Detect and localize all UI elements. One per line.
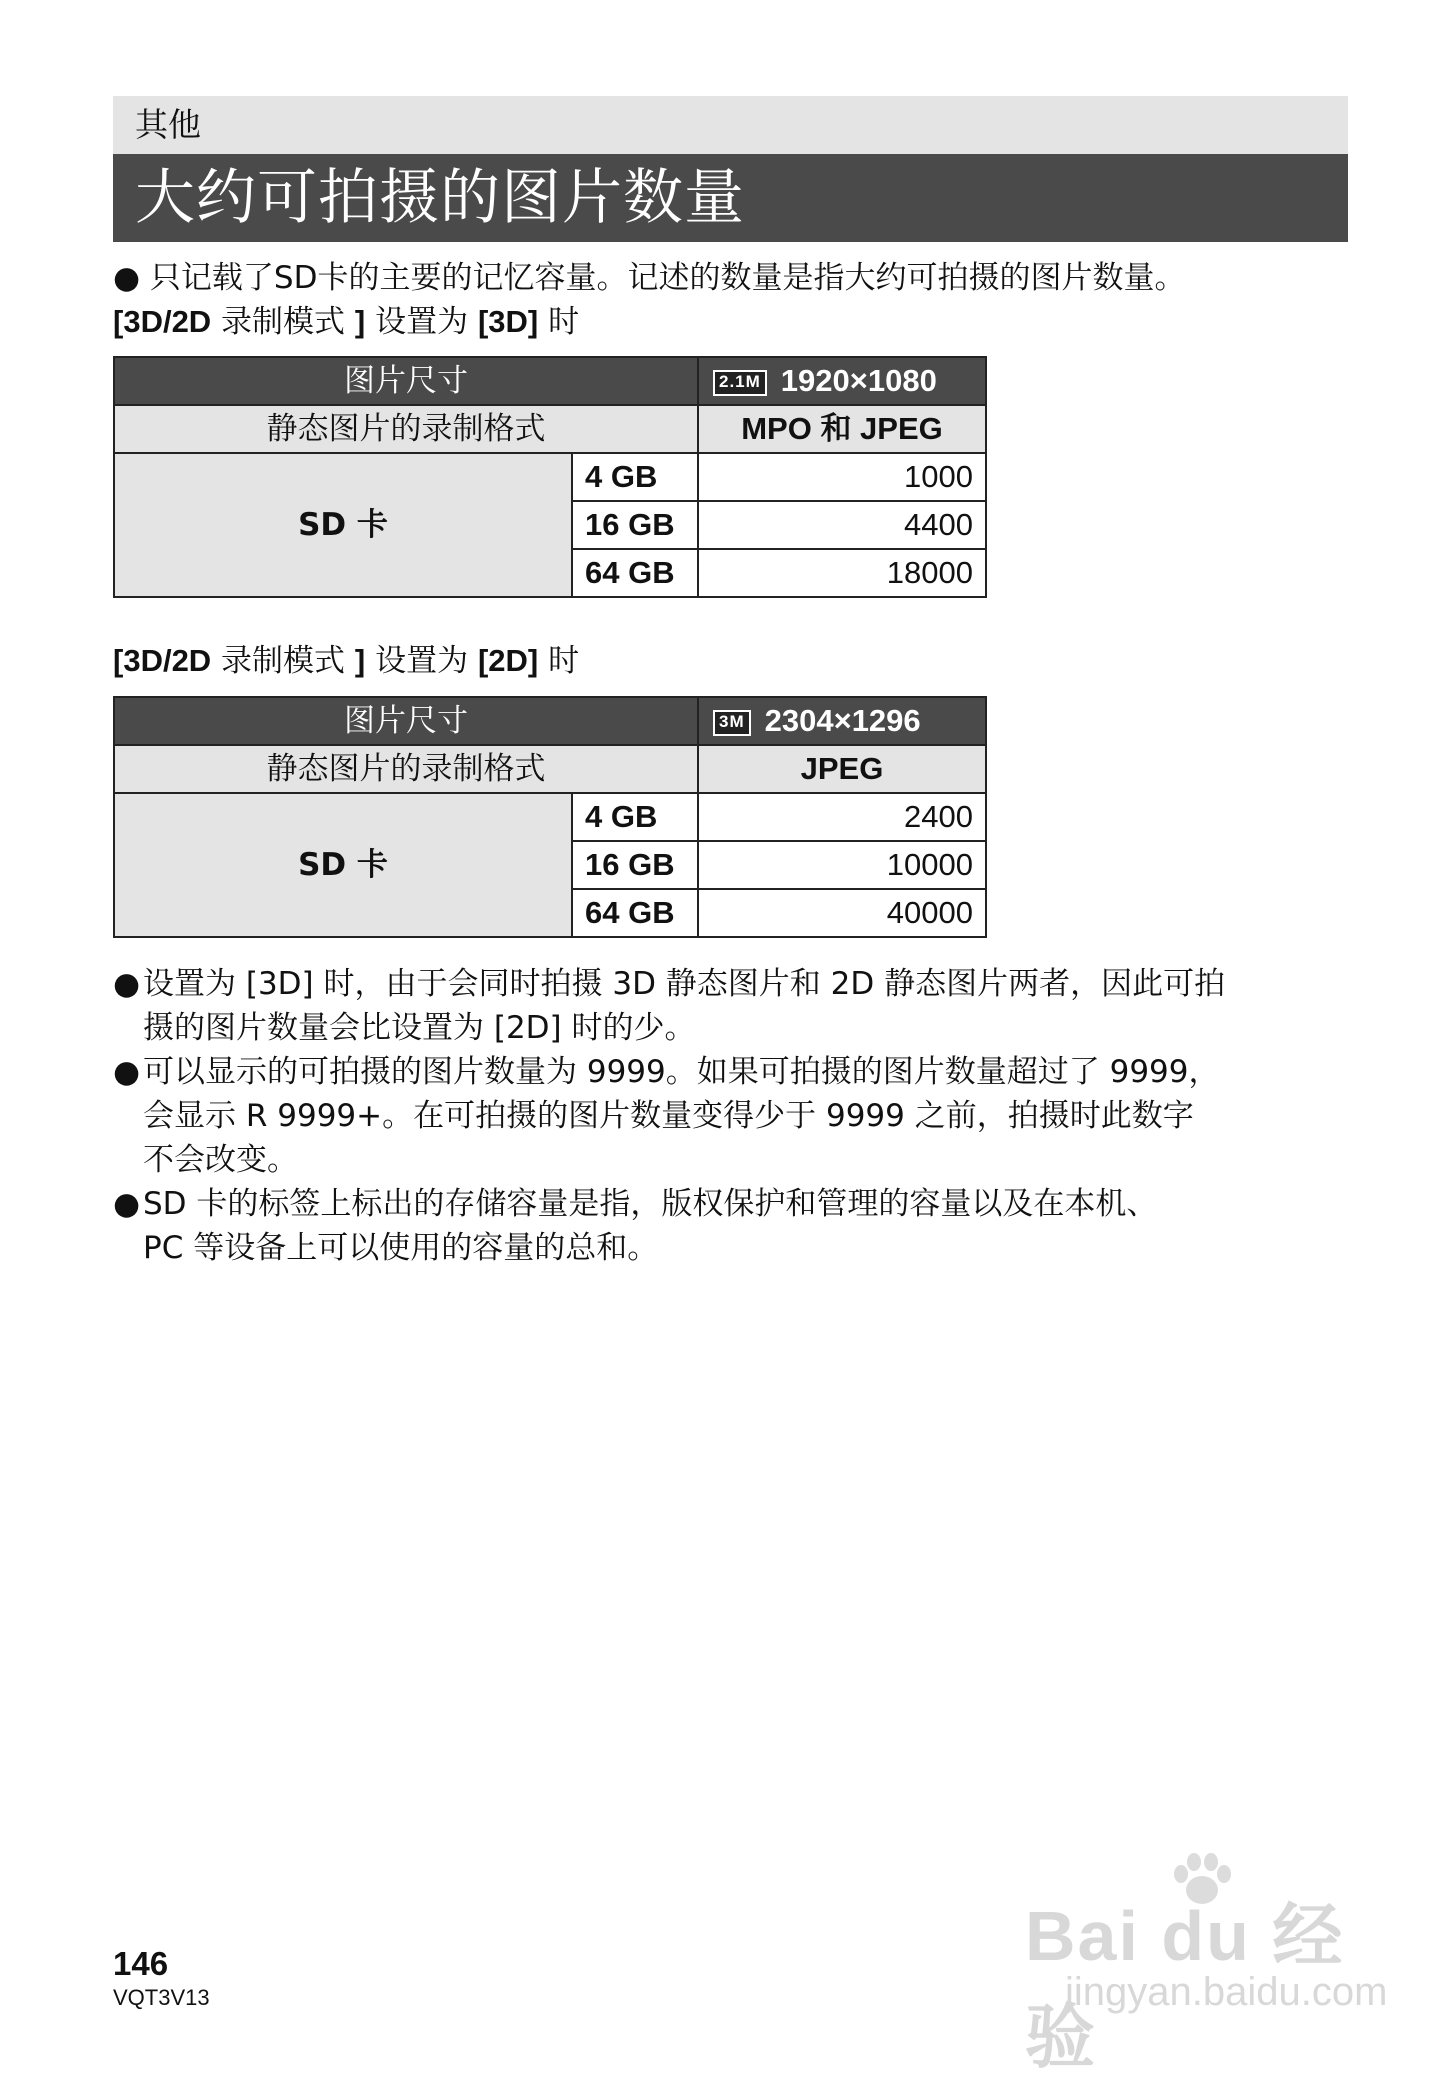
capacity-cell: 16 GB [572, 501, 698, 549]
intro-line [113, 258, 1185, 298]
watermark-url: jingyan.baidu.com [1065, 1970, 1388, 2014]
count-cell: 2400 [698, 793, 986, 841]
table-row [114, 453, 986, 501]
count-cell: 10000 [698, 841, 986, 889]
table-2d [113, 696, 987, 938]
intro-text: 只记载了SD卡的主要的记忆容量。记述的数量是指大约可拍摄的图片数量。 [149, 260, 1186, 296]
subhead-3d: [3D/2D 录制模式 ] 设置为 [3D] 时 [113, 304, 580, 340]
table-row [114, 357, 986, 405]
table-row [114, 745, 986, 793]
size-header: 图片尺寸 [114, 697, 698, 745]
bullet-icon: ● [113, 966, 141, 1002]
note-item: ● 可以显示的可拍摄的图片数量为 9999。如果可拍摄的图片数量超过了 9999， 会显示 R 9999+。在可拍摄的图片数量变得少于 9999 之前，拍摄时此数字 不会改变。 [113, 1050, 1353, 1182]
format-value: MPO 和 JPEG [698, 405, 986, 453]
watermark-logo: Bai du 经验 [1025, 1897, 1345, 2076]
table-3d [113, 356, 987, 598]
size-value: 3M 2304×1296 [698, 697, 986, 745]
watermark [1025, 1850, 1388, 2076]
format-value: JPEG [698, 745, 986, 793]
size-value: 2.1M 1920×1080 [698, 357, 986, 405]
bullet-icon: ● [113, 260, 141, 296]
count-cell: 18000 [698, 549, 986, 597]
note-item: ● 设置为 [3D] 时，由于会同时拍摄 3D 静态图片和 2D 静态图片两者，因此可拍 摄的图片数量会比设置为 [2D] 时的少。 [113, 962, 1353, 1050]
card-label: SD 卡 [114, 793, 572, 937]
model-code: VQT3V13 [113, 1985, 210, 2010]
format-header: 静态图片的录制格式 [114, 745, 698, 793]
bullet-icon: ● [113, 1186, 141, 1222]
table-row [114, 697, 986, 745]
size-header: 图片尺寸 [114, 357, 698, 405]
subhead-2d: [3D/2D 录制模式 ] 设置为 [2D] 时 [113, 643, 580, 679]
card-label: SD 卡 [114, 453, 572, 597]
table-row [114, 405, 986, 453]
picture-size-icon: 3M [713, 710, 751, 736]
section-header: 其他 [113, 96, 1348, 154]
capacity-cell: 4 GB [572, 793, 698, 841]
capacity-cell: 16 GB [572, 841, 698, 889]
count-cell: 40000 [698, 889, 986, 937]
note-item: ● SD 卡的标签上标出的存储容量是指，版权保护和管理的容量以及在本机、 PC 等设备上可以使用的容量的总和。 [113, 1182, 1353, 1270]
picture-size-icon: 2.1M [713, 370, 767, 396]
table-row [114, 793, 986, 841]
count-cell: 4400 [698, 501, 986, 549]
capacity-cell: 4 GB [572, 453, 698, 501]
page-title: 大约可拍摄的图片数量 [113, 154, 1348, 242]
capacity-cell: 64 GB [572, 889, 698, 937]
format-header: 静态图片的录制格式 [114, 405, 698, 453]
page-number: 146 [113, 1945, 169, 1982]
count-cell: 1000 [698, 453, 986, 501]
bullet-icon: ● [113, 1054, 141, 1090]
capacity-cell: 64 GB [572, 549, 698, 597]
